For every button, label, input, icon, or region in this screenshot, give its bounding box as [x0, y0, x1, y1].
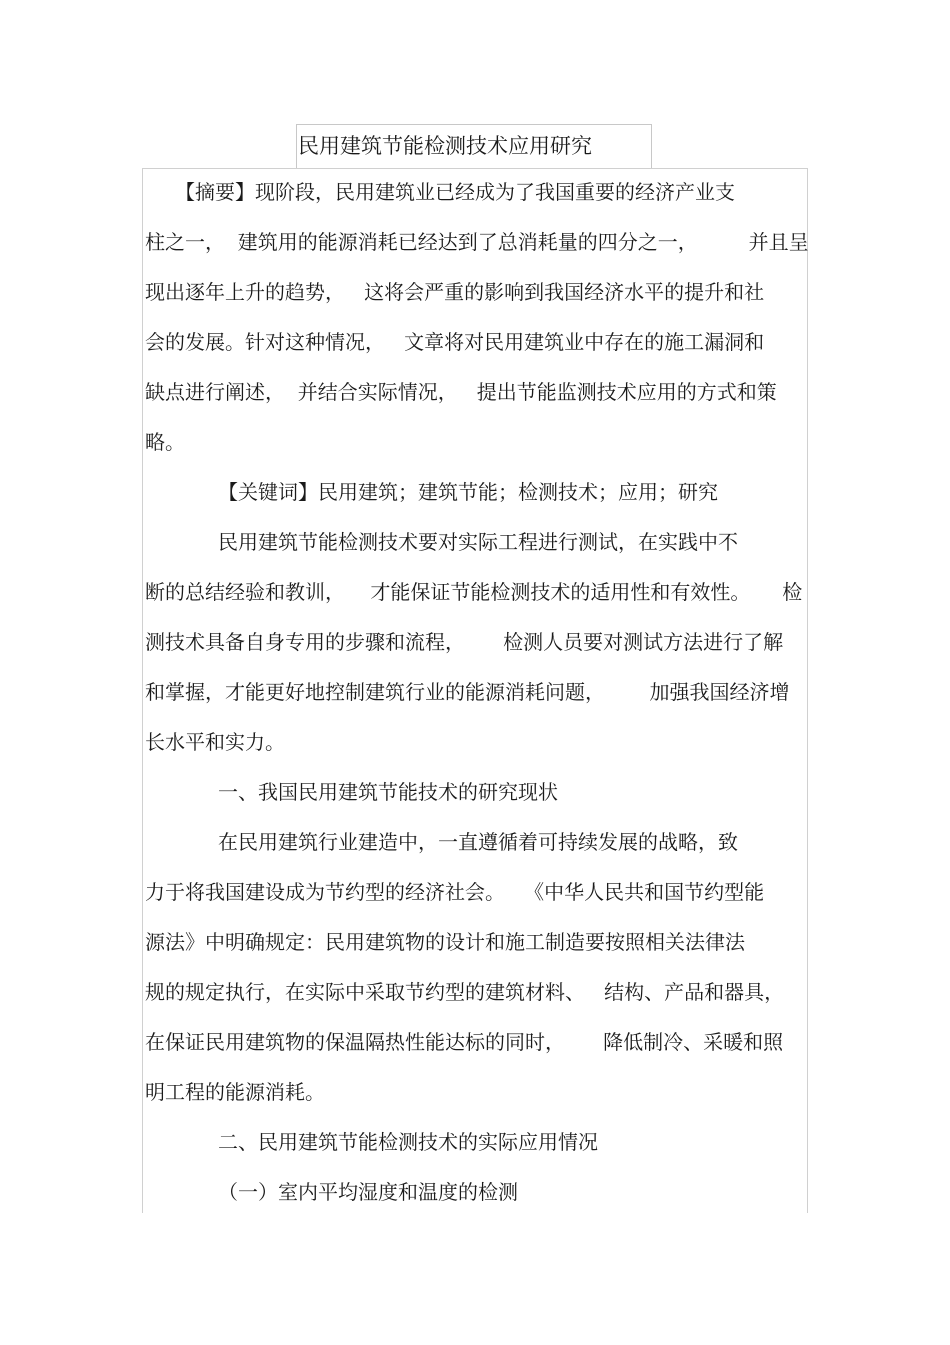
abstract-line: 【摘要】现阶段，民用建筑业已经成为了我国重要的经济产业支	[175, 180, 735, 204]
section-heading: 一、我国民用建筑节能技术的研究现状	[218, 780, 558, 804]
body-line: 力于将我国建设成为节约型的经济社会。 《中华人民共和国节约型能	[145, 880, 765, 904]
body-line: 源法》中明确规定：民用建筑物的设计和施工制造要按照相关法律法	[145, 930, 745, 954]
body-line: 在保证民用建筑物的保温隔热性能达标的同时， 降低制冷、采暖和照	[145, 1030, 784, 1054]
body-line: 明工程的能源消耗。	[145, 1080, 325, 1104]
abstract-line: 缺点进行阐述， 并结合实际情况， 提出节能监测技术应用的方式和策	[145, 380, 777, 404]
abstract-line: 现出逐年上升的趋势， 这将会严重的影响到我国经济水平的提升和社	[145, 280, 765, 304]
document-title: 民用建筑节能检测技术应用研究	[298, 134, 592, 158]
subsection-heading: （一）室内平均湿度和温度的检测	[218, 1180, 518, 1204]
body-line: 和掌握，才能更好地控制建筑行业的能源消耗问题， 加强我国经济增	[145, 680, 790, 704]
body-line: 规的规定执行，在实际中采取节约型的建筑材料、 结构、产品和器具，	[145, 980, 785, 1004]
body-line: 在民用建筑行业建造中，一直遵循着可持续发展的战略，致	[218, 830, 738, 854]
body-line: 长水平和实力。	[145, 730, 285, 754]
body-line: 民用建筑节能检测技术要对实际工程进行测试，在实践中不	[218, 530, 738, 554]
keywords-line: 【关键词】民用建筑；建筑节能；检测技术；应用；研究	[218, 480, 718, 504]
section-heading: 二、民用建筑节能检测技术的实际应用情况	[218, 1130, 598, 1154]
body-line: 测技术具备自身专用的步骤和流程， 检测人员要对测试方法进行了解	[145, 630, 784, 654]
body-line: 断的总结经验和教训， 才能保证节能检测技术的适用性和有效性。 检	[145, 580, 803, 604]
abstract-line: 略。	[145, 430, 185, 454]
abstract-line: 会的发展。针对这种情况， 文章将对民用建筑业中存在的施工漏洞和	[145, 330, 765, 354]
abstract-line: 柱之一， 建筑用的能源消耗已经达到了总消耗量的四分之一， 并且呈	[145, 230, 809, 254]
